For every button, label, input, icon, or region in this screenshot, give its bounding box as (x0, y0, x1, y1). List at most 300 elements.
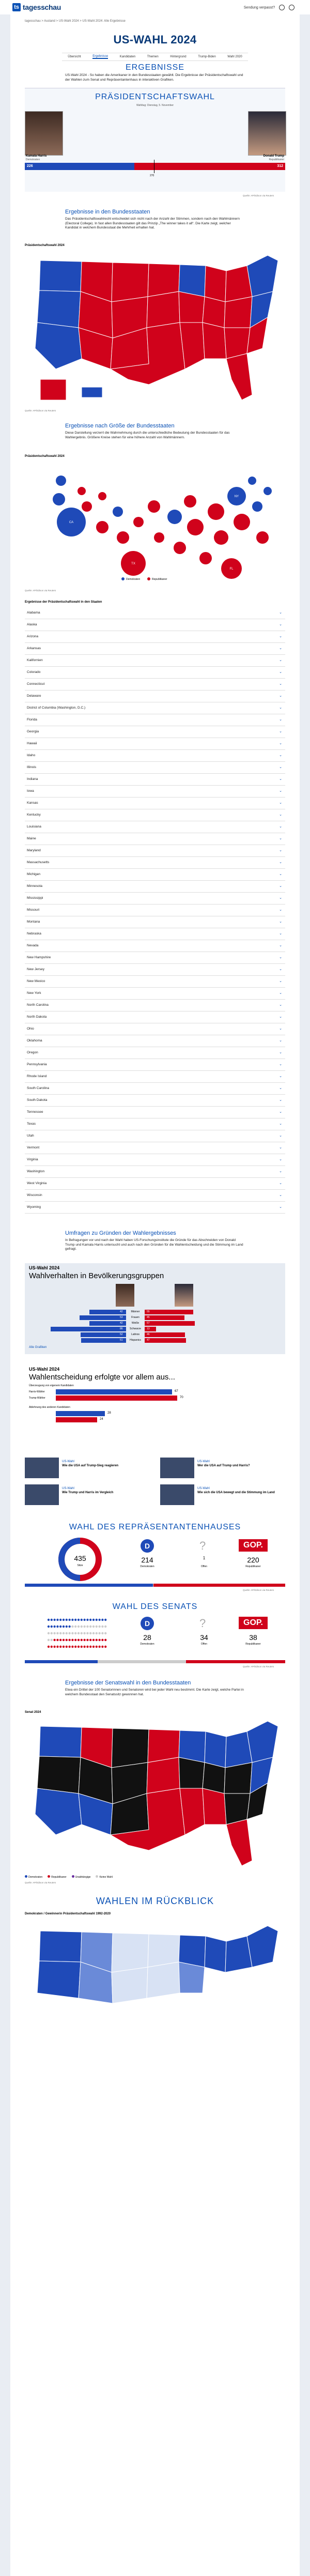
state-row[interactable] (25, 1070, 285, 1083)
poll-row-label: Frauen (131, 1316, 140, 1319)
state-name: Vermont (27, 1146, 40, 1149)
senate-map-label: Senat 2024 (25, 1711, 41, 1714)
state-name: Maryland (27, 849, 41, 852)
election-date: Wahltag: Dienstag, 5. November (136, 104, 174, 107)
state-name: Texas (27, 1122, 36, 1126)
card2-subheading-1: Überzeugung von eigenem Kandidaten (29, 1384, 74, 1387)
breadcrumb[interactable]: tagesschau > Ausland > US-Wahl 2024 > US-Wahl 2024: Alle Ergebnisse (25, 20, 126, 23)
state-name: Massachusetts (27, 861, 50, 864)
card2-bar-4 (56, 1417, 97, 1422)
senate-legend-item (48, 1876, 66, 1879)
senate-seat-dot (63, 1632, 65, 1634)
card2-value-4: 24 (100, 1418, 103, 1421)
senate-dem-label: Demokraten (140, 1643, 154, 1646)
senate-seat-dot (74, 1646, 76, 1648)
chevron-down-icon[interactable]: ⌄ (279, 1075, 282, 1078)
senate-seat-dot (66, 1626, 68, 1628)
state-row[interactable] (25, 928, 285, 940)
senate-seat-dot (53, 1646, 55, 1648)
page-title: US-WAHL 2024 (113, 33, 197, 46)
senate-seat-dot (56, 1619, 58, 1621)
all-charts-link[interactable]: Alle Grafiken (29, 1346, 47, 1349)
chevron-down-icon[interactable]: ⌄ (279, 742, 282, 745)
senate-seat-dot (81, 1626, 83, 1628)
search-icon[interactable] (279, 5, 285, 10)
state-row[interactable] (25, 1118, 285, 1130)
chevron-down-icon[interactable]: ⌄ (279, 754, 282, 757)
state-name: Arkansas (27, 647, 41, 650)
senate-seat-dot (66, 1619, 68, 1621)
bubble-legend-rep: Republikaner (152, 578, 167, 581)
gop-logo-icon: GOP. (239, 1539, 268, 1552)
chevron-down-icon[interactable]: ⌄ (279, 623, 282, 626)
poll-value-dem: 42 (120, 1322, 123, 1325)
senate-seat-dot (48, 1626, 50, 1628)
chevron-down-icon[interactable]: ⌄ (279, 1122, 282, 1126)
senate-seat-dot (81, 1632, 83, 1634)
chevron-down-icon[interactable]: ⌄ (279, 896, 282, 900)
state-map-text: Das Präsidentschaftswahlrecht entscheidet sich nicht nach der Anzahl der Stimmen, sondern nach den Wahlmännern (Electoral College). In fast allen Bundesstaaten gilt das Prinzip „The winner takes it all“. Die Karte zeigt, welcher Kandidat in welchem Bundesstaat die Mehrheit erhalten hat. (65, 217, 240, 229)
senate-seat-dot (83, 1619, 85, 1621)
legend-label: Keine Wahl (99, 1876, 113, 1879)
review-heading: WAHLEN IM RÜCKBLICK (96, 1896, 214, 1906)
poll-bar-rep (145, 1321, 195, 1326)
state-row[interactable] (25, 856, 285, 869)
tab-6[interactable]: Wahl 2020 (227, 55, 242, 58)
bubble-map[interactable] (25, 460, 285, 584)
senate-seat-dot (66, 1632, 68, 1634)
state-row[interactable] (25, 1177, 285, 1190)
state-row[interactable] (25, 1154, 285, 1166)
senate-seat-dot (86, 1619, 88, 1621)
senate-open-label: Offen (200, 1643, 208, 1646)
chevron-down-icon[interactable]: ⌄ (279, 718, 282, 722)
polls-heading: Umfragen zu Gründen der Wahlergebnisses (65, 1230, 176, 1236)
tab-4[interactable]: Hintergrund (170, 55, 187, 58)
poll-value-dem: 52 (120, 1333, 123, 1336)
polls-text: In Befragungen vor und nach der Wahl haben US-Forschungsinstitute die Gründe für das Abschneiden von Donald Trump und Kamala Harris untersucht und auch nach den Gründen für die Wahlentscheidung und die Stimmung im Land gefragt. (65, 1238, 243, 1251)
senate-map-source: Quelle: AP/Edison via Reuters (25, 1881, 56, 1884)
harris-small-photo (116, 1284, 134, 1307)
card2-value-1: 67 (175, 1390, 178, 1393)
senate-map[interactable] (25, 1716, 285, 1871)
chevron-down-icon[interactable]: ⌄ (279, 694, 282, 698)
chevron-down-icon[interactable]: ⌄ (279, 991, 282, 995)
state-row[interactable] (25, 987, 285, 1000)
poll-row-label: Latinos (131, 1333, 140, 1336)
chevron-down-icon[interactable]: ⌄ (279, 1146, 282, 1149)
senate-map-text: Etwa ein Drittel der 100 Senatorinnen und Senatoren wird bei jeder Wahl neu bestimmt. Die Karte zeigt, welche Partei in welchem Bundesstaat den Senatssitz gewonnen hat. (65, 1688, 244, 1696)
state-row[interactable] (25, 880, 285, 893)
chevron-down-icon[interactable]: ⌄ (279, 1027, 282, 1031)
review-map[interactable] (25, 1921, 285, 2003)
senate-seat-dot (68, 1646, 70, 1648)
state-row[interactable] (25, 845, 285, 857)
state-row[interactable] (25, 690, 285, 702)
senate-seat-dot (48, 1632, 50, 1634)
state-map-label: Präsidentschaftswahl 2024 (25, 244, 65, 247)
senate-seat-dot (68, 1626, 70, 1628)
dem-electoral-bar (25, 163, 134, 170)
senate-bar-open (98, 1660, 186, 1663)
news-thumbnail (25, 1484, 59, 1505)
senate-bar-rep (186, 1660, 285, 1663)
review-label: Demokraten / Gewinnerin Präsidentschaftswahl 1992-2020 (25, 1912, 111, 1915)
news-text (62, 1486, 145, 1495)
tab-bar (62, 53, 248, 61)
state-name: Minnesota (27, 884, 42, 888)
senate-seat-dot (78, 1646, 80, 1648)
senate-open-seats: 34 (200, 1633, 208, 1642)
state-row[interactable] (25, 1059, 285, 1071)
chevron-down-icon[interactable]: ⌄ (279, 968, 282, 971)
poll-card-2[interactable] (25, 1364, 285, 1447)
senate-seat-dot (83, 1626, 85, 1628)
site-header (0, 0, 310, 14)
senate-seat-dot (59, 1632, 61, 1634)
senate-undecided-icon: ? (199, 1617, 206, 1630)
senate-seat-dot (86, 1632, 88, 1634)
undecided-icon: ? (199, 1539, 206, 1552)
state-row[interactable] (25, 1082, 285, 1095)
chevron-down-icon[interactable]: ⌄ (279, 944, 282, 947)
state-row[interactable] (25, 1035, 285, 1047)
state-name: New Mexico (27, 979, 45, 983)
senate-seat-dot (68, 1619, 70, 1621)
senate-seat-dot (98, 1626, 100, 1628)
chevron-down-icon[interactable]: ⌄ (279, 1098, 282, 1102)
house-heading: WAHL DES REPRÄSENTANTENHAUSES (69, 1523, 241, 1531)
state-row[interactable] (25, 678, 285, 691)
chevron-down-icon[interactable]: ⌄ (279, 765, 282, 769)
poll-value-dem: 51 (120, 1339, 123, 1342)
senate-seat-dot (104, 1619, 106, 1621)
state-row[interactable] (25, 952, 285, 964)
tab-3[interactable]: Themen (147, 55, 159, 58)
senate-seat-dot (74, 1639, 76, 1641)
state-row[interactable] (25, 702, 285, 714)
state-row[interactable] (25, 631, 285, 643)
state-name: Indiana (27, 777, 38, 781)
chevron-down-icon[interactable]: ⌄ (279, 1063, 282, 1066)
chevron-down-icon[interactable]: ⌄ (279, 789, 282, 793)
state-name: Maine (27, 837, 36, 840)
state-row[interactable] (25, 975, 285, 988)
state-row[interactable] (25, 809, 285, 821)
news-card[interactable] (25, 1458, 149, 1480)
senate-seat-dot (63, 1626, 65, 1628)
state-name: Wyoming (27, 1205, 41, 1209)
bubble-map-text: Diese Darstellung verzerrt die Wahrnehmung durch die unterschiedliche Bedeutung der Bundesstaaten für das Wahlergebnis. Größere Kreise stehen für eine höhere Anzahl von Wahlmännern. (65, 431, 230, 439)
tab-0[interactable]: Übersicht (68, 55, 81, 58)
legend-swatch (96, 1875, 98, 1878)
state-name: Kentucky (27, 813, 41, 817)
senate-seat-dot (78, 1619, 80, 1621)
chevron-down-icon[interactable]: ⌄ (279, 837, 282, 840)
senate-seat-dot (98, 1646, 100, 1648)
chevron-down-icon[interactable]: ⌄ (279, 1110, 282, 1114)
senate-seat-dot (48, 1619, 50, 1621)
poll-bar-rep (145, 1310, 193, 1314)
state-row[interactable] (25, 1106, 285, 1118)
senate-source: Quelle: AP/Edison via Reuters (243, 1665, 274, 1668)
president-heading: PRÄSIDENTSCHAFTSWAHL (95, 93, 215, 101)
rep-electoral-bar (134, 163, 285, 170)
state-row[interactable] (25, 1189, 285, 1202)
card2-value-3: 28 (107, 1412, 111, 1415)
senate-seat-dot (98, 1632, 100, 1634)
trump-small-photo (175, 1284, 193, 1307)
senate-seat-dot (86, 1626, 88, 1628)
house-seat-bar (25, 1584, 285, 1587)
state-name: Florida (27, 718, 37, 722)
state-row[interactable] (25, 1094, 285, 1107)
poll-bar-dem (81, 1338, 126, 1343)
tab-1[interactable]: Ergebnisse (92, 55, 109, 58)
news-card[interactable] (160, 1458, 284, 1480)
senate-seat-dot (78, 1639, 80, 1641)
senate-seat-dot (92, 1632, 95, 1634)
chevron-down-icon[interactable]: ⌄ (279, 1193, 282, 1197)
state-row[interactable] (25, 904, 285, 916)
chevron-down-icon[interactable]: ⌄ (279, 682, 282, 686)
chevron-down-icon[interactable]: ⌄ (279, 956, 282, 959)
tab-2[interactable]: Kandidaten (119, 55, 136, 58)
senate-seat-dot (56, 1639, 58, 1641)
state-row[interactable] (25, 714, 285, 726)
poll-value-rep: 46 (147, 1333, 150, 1336)
svg-text:FL: FL (229, 568, 234, 571)
senate-seat-dot (51, 1626, 53, 1628)
senate-rep-seats: 38 (249, 1633, 257, 1642)
state-row[interactable] (25, 1166, 285, 1178)
state-name: Utah (27, 1134, 34, 1138)
chevron-down-icon[interactable]: ⌄ (279, 920, 282, 924)
senate-seat-dot (83, 1646, 85, 1648)
state-row[interactable] (25, 738, 285, 750)
senate-seat-dot (68, 1632, 70, 1634)
poll-row-label: Hispanics (130, 1339, 141, 1342)
senate-seat-dot (104, 1639, 106, 1641)
state-name: Arizona (27, 635, 39, 638)
senate-seat-dot (96, 1646, 98, 1648)
state-row[interactable] (25, 761, 285, 774)
state-name: New York (27, 991, 41, 995)
chevron-down-icon[interactable]: ⌄ (279, 658, 282, 662)
house-bar-dem (25, 1584, 153, 1587)
chevron-down-icon[interactable]: ⌄ (279, 1205, 282, 1209)
chevron-down-icon[interactable]: ⌄ (279, 635, 282, 638)
poll-row-label: Schwarze (130, 1327, 141, 1330)
chevron-down-icon[interactable]: ⌄ (279, 1158, 282, 1161)
state-row[interactable] (25, 773, 285, 786)
state-row[interactable] (25, 868, 285, 881)
senate-seat-dot (89, 1639, 91, 1641)
state-row[interactable] (25, 1047, 285, 1059)
harris-votes: 226 (27, 164, 33, 168)
house-open-label: Offen (200, 1565, 208, 1568)
state-row[interactable] (25, 654, 285, 667)
chevron-down-icon[interactable]: ⌄ (279, 706, 282, 710)
state-row[interactable] (25, 1023, 285, 1035)
state-name: Alaska (27, 623, 37, 626)
democrat-logo-icon: D (141, 1539, 154, 1553)
state-name: Michigan (27, 872, 41, 876)
results-heading: ERGEBNISSE (125, 63, 185, 72)
state-row[interactable] (25, 1011, 285, 1023)
senate-seat-dot (63, 1646, 65, 1648)
poll-bar-rep (145, 1315, 184, 1320)
chevron-down-icon[interactable]: ⌄ (279, 825, 282, 829)
state-name: Wisconsin (27, 1193, 42, 1197)
site-logo[interactable]: tagesschau (23, 3, 61, 11)
senate-seat-dot (89, 1632, 91, 1634)
state-row[interactable] (25, 785, 285, 798)
chevron-down-icon[interactable]: ⌄ (279, 1182, 282, 1185)
senate-seat-dot (98, 1639, 100, 1641)
senate-seat-dot (101, 1639, 103, 1641)
poll-row-label: Männer (131, 1310, 140, 1313)
news-thumbnail (25, 1458, 59, 1478)
senate-seat-dot (48, 1646, 50, 1648)
senate-seat-dot (66, 1639, 68, 1641)
poll-bar-rep (145, 1332, 185, 1337)
chevron-down-icon[interactable]: ⌄ (279, 1015, 282, 1019)
state-row[interactable] (25, 666, 285, 679)
chevron-down-icon[interactable]: ⌄ (279, 777, 282, 781)
chevron-down-icon[interactable]: ⌄ (279, 1003, 282, 1007)
chevron-down-icon[interactable]: ⌄ (279, 908, 282, 912)
senate-seat-dot (68, 1639, 70, 1641)
harris-name: Kamala Harris (26, 155, 47, 158)
chevron-down-icon[interactable]: ⌄ (279, 979, 282, 983)
state-row[interactable] (25, 726, 285, 738)
card2-bar-1 (56, 1389, 172, 1394)
senate-seat-dot (71, 1639, 73, 1641)
chevron-down-icon[interactable]: ⌄ (279, 1134, 282, 1138)
chevron-down-icon[interactable]: ⌄ (279, 872, 282, 876)
state-name: Mississippi (27, 896, 43, 900)
us-state-map[interactable] (25, 250, 285, 405)
senate-heading: WAHL DES SENATS (112, 1602, 198, 1611)
senate-seat-dot (78, 1632, 80, 1634)
state-row[interactable] (25, 833, 285, 845)
senate-seat-dot (66, 1646, 68, 1648)
chevron-down-icon[interactable]: ⌄ (279, 801, 282, 805)
tagesschau-logo-icon[interactable]: ts (12, 3, 21, 11)
state-row[interactable] (25, 916, 285, 928)
news-title: Wie sich die USA bewegt und die Stimmung im Land (197, 1491, 275, 1494)
chevron-down-icon[interactable]: ⌄ (279, 813, 282, 817)
news-thumbnail (160, 1458, 194, 1478)
news-thumbnail (160, 1484, 194, 1505)
card2-bar-2 (56, 1396, 177, 1401)
state-name: New Jersey (27, 968, 44, 971)
house-dem-seats: 214 (141, 1556, 153, 1564)
senate-seat-dot (71, 1626, 73, 1628)
state-row[interactable] (25, 1142, 285, 1154)
state-row[interactable] (25, 619, 285, 631)
chevron-down-icon[interactable]: ⌄ (279, 730, 282, 733)
senate-seat-dot (74, 1632, 76, 1634)
senate-seat-dot (51, 1632, 53, 1634)
poll-card-1[interactable] (25, 1263, 285, 1354)
legend-label: Republikaner (51, 1876, 67, 1879)
tab-5[interactable]: Trump-Biden (198, 55, 216, 58)
state-name: Kansas (27, 801, 38, 805)
chevron-down-icon[interactable]: ⌄ (279, 1039, 282, 1042)
svg-text:CA: CA (69, 521, 74, 524)
poll-bar-dem (51, 1327, 126, 1331)
chevron-down-icon[interactable]: ⌄ (279, 1170, 282, 1173)
senate-seat-dot (48, 1639, 50, 1641)
state-name: Rhode Island (27, 1075, 47, 1078)
chevron-down-icon[interactable]: ⌄ (279, 884, 282, 888)
state-row[interactable] (25, 642, 285, 655)
legend-label: Demokraten (28, 1876, 43, 1879)
chevron-down-icon[interactable]: ⌄ (279, 932, 282, 936)
senate-seat-dot (63, 1619, 65, 1621)
trump-photo (248, 111, 286, 156)
senate-bar-dem (25, 1660, 98, 1663)
state-row[interactable] (25, 1201, 285, 1214)
state-name: Montana (27, 920, 40, 924)
senate-seat-dot (59, 1639, 61, 1641)
chevron-down-icon[interactable]: ⌄ (279, 849, 282, 852)
missed-show-link[interactable]: Sendung verpasst? (243, 6, 275, 10)
chevron-down-icon[interactable]: ⌄ (279, 647, 282, 650)
senate-seat-dot (92, 1619, 95, 1621)
news-kicker: US-Wahl (62, 1460, 74, 1463)
state-row[interactable] (25, 749, 285, 762)
senate-seat-dot (104, 1632, 106, 1634)
senate-democrat-icon: D (141, 1617, 154, 1630)
state-row[interactable] (25, 963, 285, 976)
state-name: Idaho (27, 754, 36, 757)
state-row[interactable] (25, 940, 285, 952)
news-card[interactable] (25, 1484, 149, 1507)
senate-seat-dot (96, 1619, 98, 1621)
senate-seat-dot (71, 1632, 73, 1634)
house-rep-seats: 220 (247, 1556, 259, 1564)
state-name: Washington (27, 1170, 45, 1173)
senate-map-legend (25, 1875, 118, 1879)
menu-icon[interactable] (289, 5, 295, 10)
state-row[interactable] (25, 607, 285, 619)
state-name: New Hampshire (27, 956, 51, 959)
senate-seat-dot (89, 1626, 91, 1628)
chevron-down-icon[interactable]: ⌄ (279, 611, 282, 615)
news-card[interactable] (160, 1484, 284, 1507)
card2-label-a: Harris-Wähler (29, 1390, 45, 1393)
harris-photo (25, 111, 63, 156)
state-name: Virginia (27, 1158, 38, 1161)
chevron-down-icon[interactable]: ⌄ (279, 1051, 282, 1054)
poll-card-2-title: Wahlentscheidung erfolgte vor allem aus... (29, 1373, 175, 1382)
senate-seat-dot (101, 1626, 103, 1628)
senate-dem-seats: 28 (143, 1633, 151, 1642)
state-name: Louisiana (27, 825, 41, 829)
state-row[interactable] (25, 999, 285, 1011)
chevron-down-icon[interactable]: ⌄ (279, 670, 282, 674)
state-row[interactable] (25, 821, 285, 833)
state-row[interactable] (25, 892, 285, 904)
chevron-down-icon[interactable]: ⌄ (279, 1086, 282, 1090)
chevron-down-icon[interactable]: ⌄ (279, 861, 282, 864)
state-row[interactable] (25, 1130, 285, 1142)
state-row[interactable] (25, 797, 285, 809)
senate-seat-dot (51, 1639, 53, 1641)
